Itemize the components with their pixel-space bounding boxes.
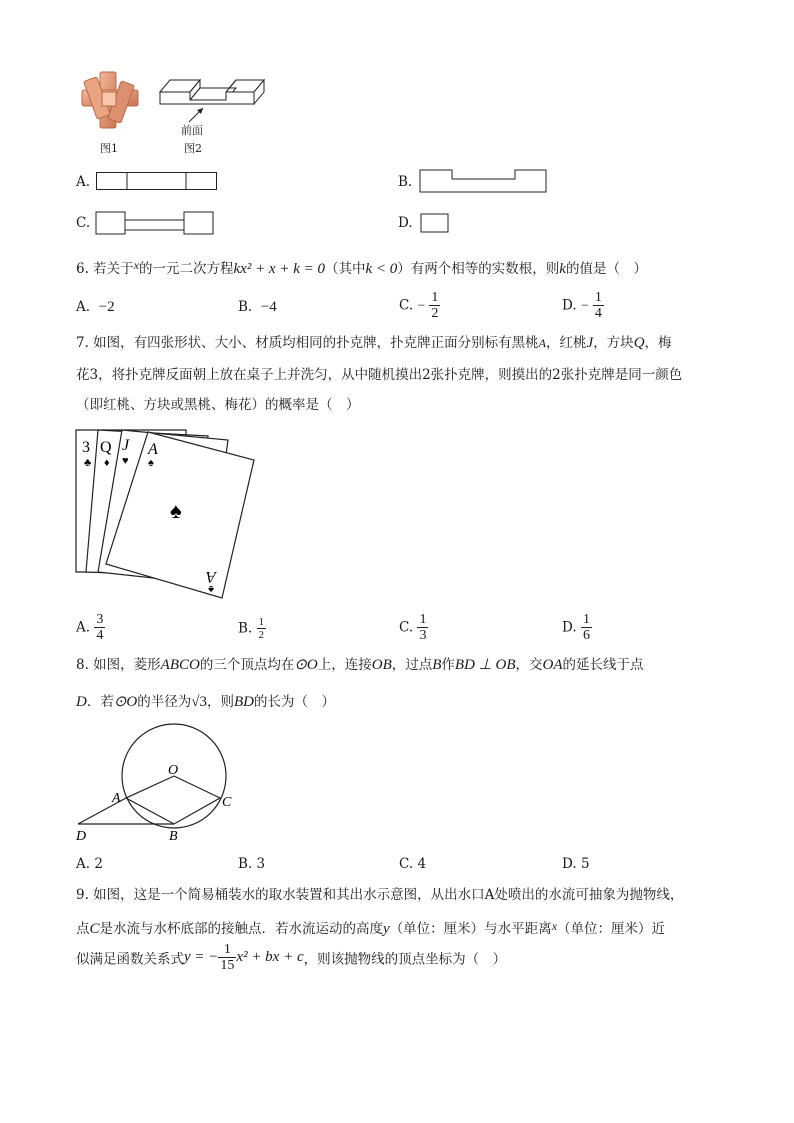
q6-option-d (562, 290, 604, 321)
q6-stem-4: ）有两个相等的实数根，则 (397, 261, 560, 277)
q7-option-a-den: 4 (96, 628, 104, 643)
card-suit-spade-inverted: ♠ (208, 583, 214, 595)
q9-func-fraction (218, 942, 236, 973)
q8-option-c-value: 4 (417, 856, 427, 872)
q8-line-1 (76, 656, 643, 674)
q6-option-d-label: D. (562, 297, 577, 314)
q7-option-d-label: D. (562, 619, 577, 636)
q8-line-2 (76, 693, 335, 711)
q9-var-x: x (551, 919, 558, 933)
q5-option-c-drawing (95, 211, 219, 241)
q6-option-a-label: A. (76, 299, 91, 315)
q6-option-a-value: −2 (98, 299, 115, 315)
front-label: 前面 (181, 124, 203, 137)
q8-rhombus: ABCO (160, 657, 200, 673)
q6-option-d-num: 1 (594, 290, 602, 305)
card-suit-club: ♣ (84, 457, 92, 469)
q7-option-c-fraction (417, 612, 428, 643)
label-b: B (169, 829, 178, 844)
q9-func-lhs: y = − (184, 949, 219, 965)
rhombus-circle-figure (72, 722, 242, 846)
q7-option-a-fraction (94, 612, 105, 643)
card-label-q: Q (100, 439, 112, 456)
q6-stem-3: （其中 (325, 261, 366, 277)
q6-stem-5: 的值是（ ） (565, 261, 647, 277)
q7-option-a (76, 612, 105, 643)
q8-line2-a: ．若 (86, 694, 114, 710)
q7-line-1 (76, 334, 672, 352)
q5-option-b-label: B. (398, 174, 413, 190)
q7-option-d (562, 612, 592, 643)
q8-ob: OB (371, 657, 392, 673)
q7-option-d-fraction (581, 612, 592, 643)
q6-condition: k < 0 (365, 261, 398, 277)
q9-func-den: 15 (220, 958, 235, 973)
q8-perp: BD ⊥ OB (454, 657, 516, 673)
wooden-puzzle-image (78, 68, 142, 132)
q9-line2-d: （单位：厘米）近 (557, 921, 666, 937)
q7-card-j: J (586, 335, 594, 351)
label-a: A (112, 791, 121, 806)
q7-line1-c: ，方块 (593, 335, 634, 351)
q8-pt-b: B (432, 657, 442, 673)
card-label-a: A (148, 441, 158, 458)
q8-line1-a: 8. 如图，菱形 (76, 657, 161, 673)
puzzle-figure (78, 68, 142, 132)
card-suit-spade-small: ♠ (148, 457, 154, 469)
q8-line1-e: 作 (441, 657, 455, 673)
q7-option-c-den: 3 (419, 628, 427, 643)
q9-line-3 (76, 942, 506, 973)
fig1-caption: 图1 (100, 142, 118, 155)
q9-line-1: 9. 如图，这是一个简易桶装水的取水装置和其出水示意图，从出水口A处喷出的水流可抽象为抛物线， (76, 887, 684, 903)
q8-line1-f: ，交 (515, 657, 543, 673)
q6-var-x: x (133, 258, 139, 272)
q7-card-q: Q (633, 335, 645, 351)
slotted-block-figure (158, 74, 268, 114)
q6-option-d-sign: − (580, 297, 589, 313)
q7-option-d-num: 1 (582, 612, 590, 627)
fig2-caption: 图2 (184, 142, 202, 155)
q7-line1-b: ，红桃 (546, 335, 587, 351)
q9-line3-b: ，则该抛物线的顶点坐标为（ ） (303, 951, 507, 968)
q8-line2-d: D (76, 694, 87, 710)
card-label-3: 3 (82, 439, 90, 456)
q6-option-a (76, 298, 115, 316)
q8-line1-c: 上，连接 (317, 657, 372, 673)
q8-option-b (238, 855, 265, 873)
q6-equation: kx² + x + k = 0 (233, 261, 325, 277)
q6-option-d-den: 4 (594, 306, 602, 321)
q9-line2-c: （单位：厘米）与水平距离 (389, 921, 552, 937)
q6-option-c-sign: − (417, 297, 426, 313)
q5-option-d-drawing (420, 213, 452, 239)
q8-line1-d: ，过点 (391, 657, 433, 673)
q8-radius: √3 (191, 694, 207, 710)
label-o: O (168, 763, 179, 778)
q8-option-d (562, 855, 590, 873)
card-suit-spade-center: ♠ (170, 498, 182, 523)
q7-option-b (238, 616, 266, 641)
front-arrow (183, 104, 213, 124)
q5-option-c-label: C. (76, 215, 91, 231)
q7-line-2: 花3，将扑克牌反面朝上放在桌子上并洗匀，从中随机摸出2张扑克牌，则摸出的2张扑克牌是同一颜色 (76, 367, 683, 383)
q6-stem-1: 6. 若关于 (76, 261, 134, 277)
q9-line2-b: 是水流与水杯底部的接触点．若水流运动的高度 (99, 921, 384, 937)
q7-line1-d: ，梅 (644, 335, 672, 351)
playing-cards-figure (74, 426, 258, 602)
q7-line-3: （即红桃、方块或黑桃、梅花）的概率是（ ） (76, 397, 360, 413)
q7-option-b-fraction (257, 616, 267, 641)
q7-option-a-num: 3 (96, 612, 104, 627)
q5-option-a-drawing (96, 172, 220, 196)
q9-func-num: 1 (218, 942, 236, 958)
q8-oa: OA (542, 657, 563, 673)
q7-card-a: A (538, 336, 547, 350)
q6-stem (76, 256, 647, 278)
q9-func-rhs: x² + bx + c (236, 949, 304, 965)
q6-option-b-label: B. (238, 299, 253, 315)
q8-option-a-value: 2 (94, 856, 103, 872)
q9-line-2 (76, 917, 665, 938)
q8-line2-c: ，则 (206, 694, 234, 710)
q8-line2-b: 的半径为 (137, 694, 192, 710)
card-label-a-inverted: A (206, 568, 216, 585)
q9-line2-a: 点 (76, 921, 90, 937)
label-c: C (222, 795, 232, 810)
q8-option-d-label: D. (562, 856, 577, 872)
q6-option-c-den: 2 (431, 306, 439, 321)
q7-option-a-label: A. (76, 619, 91, 636)
q9-line3-a: 似满足函数关系式 (76, 951, 184, 968)
card-suit-heart: ♥ (122, 455, 129, 467)
card-suit-diamond: ♦ (104, 457, 110, 469)
q8-line2-e: 的长为（ ） (253, 694, 335, 710)
q8-bd: BD (233, 694, 254, 710)
q8-option-a (76, 855, 103, 873)
q8-option-b-value: 3 (256, 856, 266, 872)
q7-line1-a: 7. 如图，有四张形状、大小、材质均相同的扑克牌，扑克牌正面分别标有黑桃 (76, 335, 539, 351)
q6-option-c-num: 1 (431, 290, 439, 305)
q6-option-c-label: C. (399, 297, 414, 314)
q6-stem-2: 的一元二次方程 (139, 261, 234, 277)
q8-option-d-value: 5 (580, 856, 590, 872)
q7-option-b-label: B. (238, 620, 253, 637)
q8-option-c-label: C. (399, 856, 414, 872)
q7-option-b-num: 1 (258, 616, 265, 628)
q8-circle-o: ⊙O (294, 657, 318, 673)
q8-line2-circle: ⊙O (113, 694, 138, 710)
q6-option-b-value: −4 (260, 299, 277, 315)
q7-option-c (399, 612, 428, 643)
q6-option-c-fraction (429, 290, 440, 321)
q5-option-a-label: A. (76, 174, 91, 190)
q5-option-d-label: D. (398, 215, 413, 231)
q8-option-a-label: A. (76, 856, 91, 872)
q6-option-b (238, 298, 277, 316)
q6-option-d-fraction (593, 290, 604, 321)
q6-option-c (399, 290, 440, 321)
q8-line1-g: 的延长线于点 (562, 657, 644, 673)
q9-var-y: y (383, 921, 390, 937)
card-label-j: J (122, 437, 130, 454)
q7-option-b-den: 2 (258, 629, 265, 641)
q6-var-k: k (559, 261, 566, 277)
q7-option-c-label: C. (399, 619, 414, 636)
q8-option-b-label: B. (238, 856, 253, 872)
q8-line1-b: 的三个顶点均在 (199, 657, 295, 673)
label-d: D (76, 829, 87, 844)
q5-option-b-drawing (419, 169, 551, 199)
q8-option-c (399, 855, 426, 873)
q7-option-c-num: 1 (419, 612, 427, 627)
q9-pt-c: C (89, 921, 100, 937)
q7-option-d-den: 6 (582, 628, 590, 643)
